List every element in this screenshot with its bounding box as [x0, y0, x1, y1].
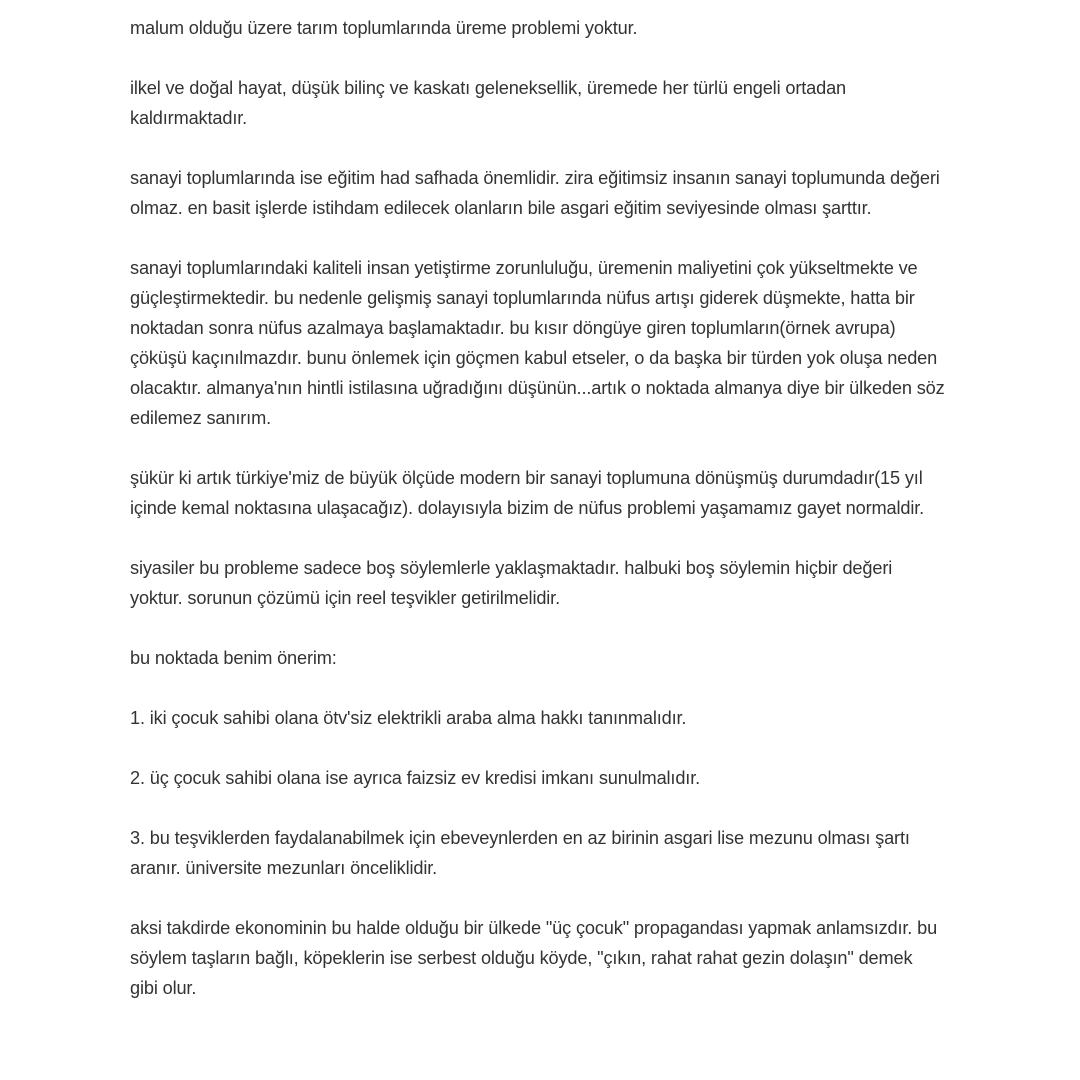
paragraph-proposal-intro: bu noktada benim önerim:	[130, 648, 337, 668]
entry-content	[130, 13, 945, 1003]
paragraph-turkey: şükür ki artık türkiye'miz de büyük ölçüde modern bir sanayi toplumuna dönüşmüş durumdadır(15 yıl içinde kemal noktasına ulaşacağız). dolayısıyla bizim de nüfus problemi yaşamamız gayet normaldir.	[130, 468, 925, 518]
paragraph-primitive-life: ilkel ve doğal hayat, düşük bilinç ve kaskatı geleneksellik, üremede her türlü engeli ortadan kaldırmaktadır.	[130, 78, 846, 128]
paragraph-conclusion: aksi takdirde ekonominin bu halde olduğu bir ülkede "üç çocuk" propagandası yapmak anlamsızdır. bu söylem taşların bağlı, köpeklerin ise serbest olduğu köyde, "çıkın, rahat rahat gezin dolaşın" demek gibi olur.	[130, 918, 938, 998]
paragraph-population-decline: sanayi toplumlarındaki kaliteli insan yetiştirme zorunluluğu, üremenin maliyetini çok yükseltmekte ve güçleştirmektedir. bu nedenle gelişmiş sanayi toplumlarında nüfus artışı giderek düşmekte, hatta bir noktadan sonra nüfus azalmaya başlamaktadır. bu kısır döngüye giren toplumların(örnek avrupa) çöküşü kaçınılmazdır. bunu önlemek için göçmen kabul etseler, o da başka bir türden yok oluşa neden olacaktır. almanya'nın hintli istilasına uğradığını düşünün...artık o noktada almanya diye bir ülkeden söz edilemez sanırım.	[130, 258, 945, 428]
paragraph-intro: malum olduğu üzere tarım toplumlarında üreme problemi yoktur.	[130, 18, 638, 38]
paragraph-politicians: siyasiler bu probleme sadece boş söylemlerle yaklaşmaktadır. halbuki boş söylemin hiçbir değeri yoktur. sorunun çözümü için reel teşvikler getirilmelidir.	[130, 558, 893, 608]
proposal-item-2: 2. üç çocuk sahibi olana ise ayrıca faizsiz ev kredisi imkanı sunulmalıdır.	[130, 768, 700, 788]
proposal-item-1: 1. iki çocuk sahibi olana ötv'siz elektrikli araba alma hakkı tanınmalıdır.	[130, 708, 687, 728]
proposal-item-3: 3. bu teşviklerden faydalanabilmek için ebeveynlerden en az birinin asgari lise mezunu olması şartı aranır. üniversite mezunları önceliklidir.	[130, 828, 910, 878]
paragraph-industrial-education: sanayi toplumlarında ise eğitim had safhada önemlidir. zira eğitimsiz insanın sanayi toplumunda değeri olmaz. en basit işlerde istihdam edilecek olanların bile asgari eğitim seviyesinde olması şarttır.	[130, 168, 940, 218]
